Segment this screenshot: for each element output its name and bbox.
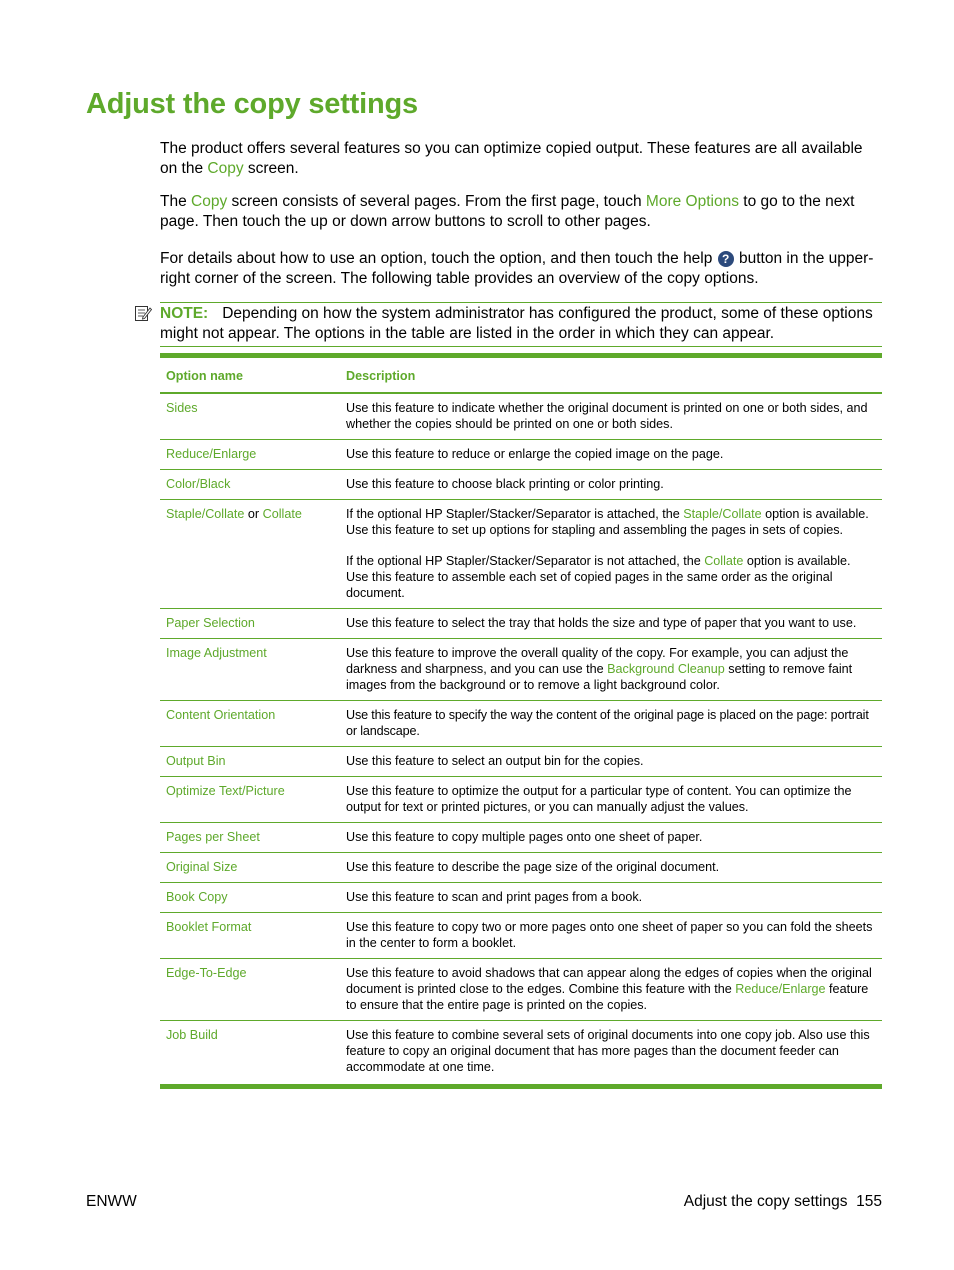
option-name: Paper Selection: [160, 609, 340, 639]
text: to go to the next page. Then touch the up or down arrow buttons to scroll to other pages.: [160, 193, 855, 230]
option-name: Color/Black: [160, 470, 340, 500]
table-row: [160, 747, 882, 777]
description-paragraph: [346, 553, 876, 601]
copy-options-table: [160, 353, 882, 1089]
text: For details about how to use an option, touch the option, and then touch the help: [160, 250, 717, 267]
table-row: [160, 393, 882, 440]
option-description: Use this feature to scan and print pages from a book.: [340, 883, 882, 913]
option-name: Pages per Sheet: [160, 823, 340, 853]
note-label: NOTE:: [160, 305, 209, 322]
text: If the optional HP Stapler/Stacker/Separator is not attached, the: [346, 554, 705, 568]
option-name: [160, 500, 340, 609]
background-cleanup-ref: Background Cleanup: [607, 662, 725, 676]
option-name: Optimize Text/Picture: [160, 777, 340, 823]
option-name-collate: Collate: [262, 507, 302, 521]
text: screen consists of several pages. From the first page, touch: [227, 193, 646, 210]
text: screen.: [243, 160, 299, 177]
column-header-option-name: Option name: [160, 356, 340, 394]
more-options-ref: More Options: [645, 193, 739, 210]
copy-screen-ref: Copy: [207, 160, 244, 177]
note-box: [160, 302, 882, 347]
option-description: [340, 959, 882, 1021]
table-row: [160, 823, 882, 853]
option-name: Reduce/Enlarge: [160, 440, 340, 470]
table-row: [160, 609, 882, 639]
note-pencil-icon: [134, 304, 152, 322]
page-number: 155: [856, 1193, 882, 1210]
text: setting to remove faint images from the background or to remove a light background color.: [346, 662, 853, 692]
option-name: Booklet Format: [160, 913, 340, 959]
text: The: [160, 193, 192, 210]
text: option is available. Use this feature to assemble each set of copied pages in the same order as the original document.: [346, 554, 851, 600]
staple-collate-ref: Staple/Collate: [683, 507, 762, 521]
text: Use this feature to improve the overall quality of the copy. For example, you can adjust the darkness and sharpness, and you can use the: [346, 646, 849, 676]
text: or: [244, 507, 263, 521]
collate-ref: Collate: [704, 554, 744, 568]
table-row: [160, 883, 882, 913]
option-name-staple-collate: Staple/Collate: [166, 507, 245, 521]
option-description: Use this feature to indicate whether the original document is printed on one or both sides, and whether the copies should be printed on one or both sides.: [340, 393, 882, 440]
text: Use this feature to avoid shadows that can appear along the edges of copies when the original document is printed close to the edges. Combine this feature with the: [346, 966, 872, 996]
option-description: Use this feature to specify the way the content of the original page is placed on the page: portrait or landscape.: [340, 701, 882, 747]
table-row: [160, 440, 882, 470]
option-name: Output Bin: [160, 747, 340, 777]
table-header-row: [160, 356, 882, 394]
table-row: [160, 701, 882, 747]
description-paragraph: [346, 506, 876, 538]
option-name: Job Build: [166, 1028, 218, 1042]
option-description: Use this feature to choose black printing or color printing.: [340, 470, 882, 500]
intro-paragraph-3: [160, 249, 884, 289]
table-row: [160, 500, 882, 609]
table-row: [160, 470, 882, 500]
table-row: [160, 1021, 882, 1087]
note-text: Depending on how the system administrator has configured the product, some of these options might not appear. The options in the table are listed in the order in which they can appear.: [160, 305, 873, 342]
intro-paragraph-2: [160, 192, 884, 232]
text: option is available. Use this feature to set up options for stapling and assembling the pages in sets of copies.: [346, 507, 869, 537]
option-name: Book Copy: [160, 883, 340, 913]
option-name: Sides: [160, 393, 340, 440]
table-row: [160, 777, 882, 823]
option-description: Use this feature to select an output bin for the copies.: [340, 747, 882, 777]
table-row: [160, 853, 882, 883]
option-description: Use this feature to combine several sets of original documents into one copy job. Also use this feature to copy an original document that has more pages than the document feeder can accommodate at one time.: [346, 1028, 870, 1074]
option-description: Use this feature to describe the page size of the original document.: [340, 853, 882, 883]
option-description: Use this feature to reduce or enlarge the copied image on the page.: [340, 440, 882, 470]
option-description: [340, 500, 882, 609]
column-header-description: Description: [340, 356, 882, 394]
text: If the optional HP Stapler/Stacker/Separator is attached, the: [346, 507, 684, 521]
option-description: Use this feature to copy multiple pages onto one sheet of paper.: [340, 823, 882, 853]
text: button in the upper-right corner of the screen. The following table provides an overview of the copy options.: [160, 250, 874, 287]
option-description: Use this feature to optimize the output for a particular type of content. You can optimize the output for text or printed pictures, or you can manually adjust the values.: [340, 777, 882, 823]
page-title: Adjust the copy settings: [86, 88, 418, 120]
option-description: Use this feature to copy two or more pages onto one sheet of paper so you can fold the sheets in the center to form a booklet.: [340, 913, 882, 959]
footer-left: ENWW: [86, 1193, 137, 1210]
table-row: [160, 913, 882, 959]
footer-section-title: Adjust the copy settings: [683, 1193, 848, 1210]
option-name: Original Size: [160, 853, 340, 883]
table-row: [160, 639, 882, 701]
text: The product offers several features so you can optimize copied output. These features are all available on the: [160, 140, 863, 177]
copy-screen-ref: Copy: [191, 193, 228, 210]
help-question-icon: ?: [718, 251, 734, 267]
footer-right: [684, 1193, 882, 1211]
reduce-enlarge-ref: Reduce/Enlarge: [735, 982, 826, 996]
option-description: [340, 639, 882, 701]
option-description: Use this feature to select the tray that holds the size and type of paper that you want to use.: [340, 609, 882, 639]
text: feature to ensure that the entire page is printed on the copies.: [346, 982, 869, 1012]
option-name: Content Orientation: [160, 701, 340, 747]
option-name: Edge-To-Edge: [160, 959, 340, 1021]
option-name: Image Adjustment: [160, 639, 340, 701]
intro-paragraph-1: [160, 139, 884, 179]
table-row: [160, 959, 882, 1021]
